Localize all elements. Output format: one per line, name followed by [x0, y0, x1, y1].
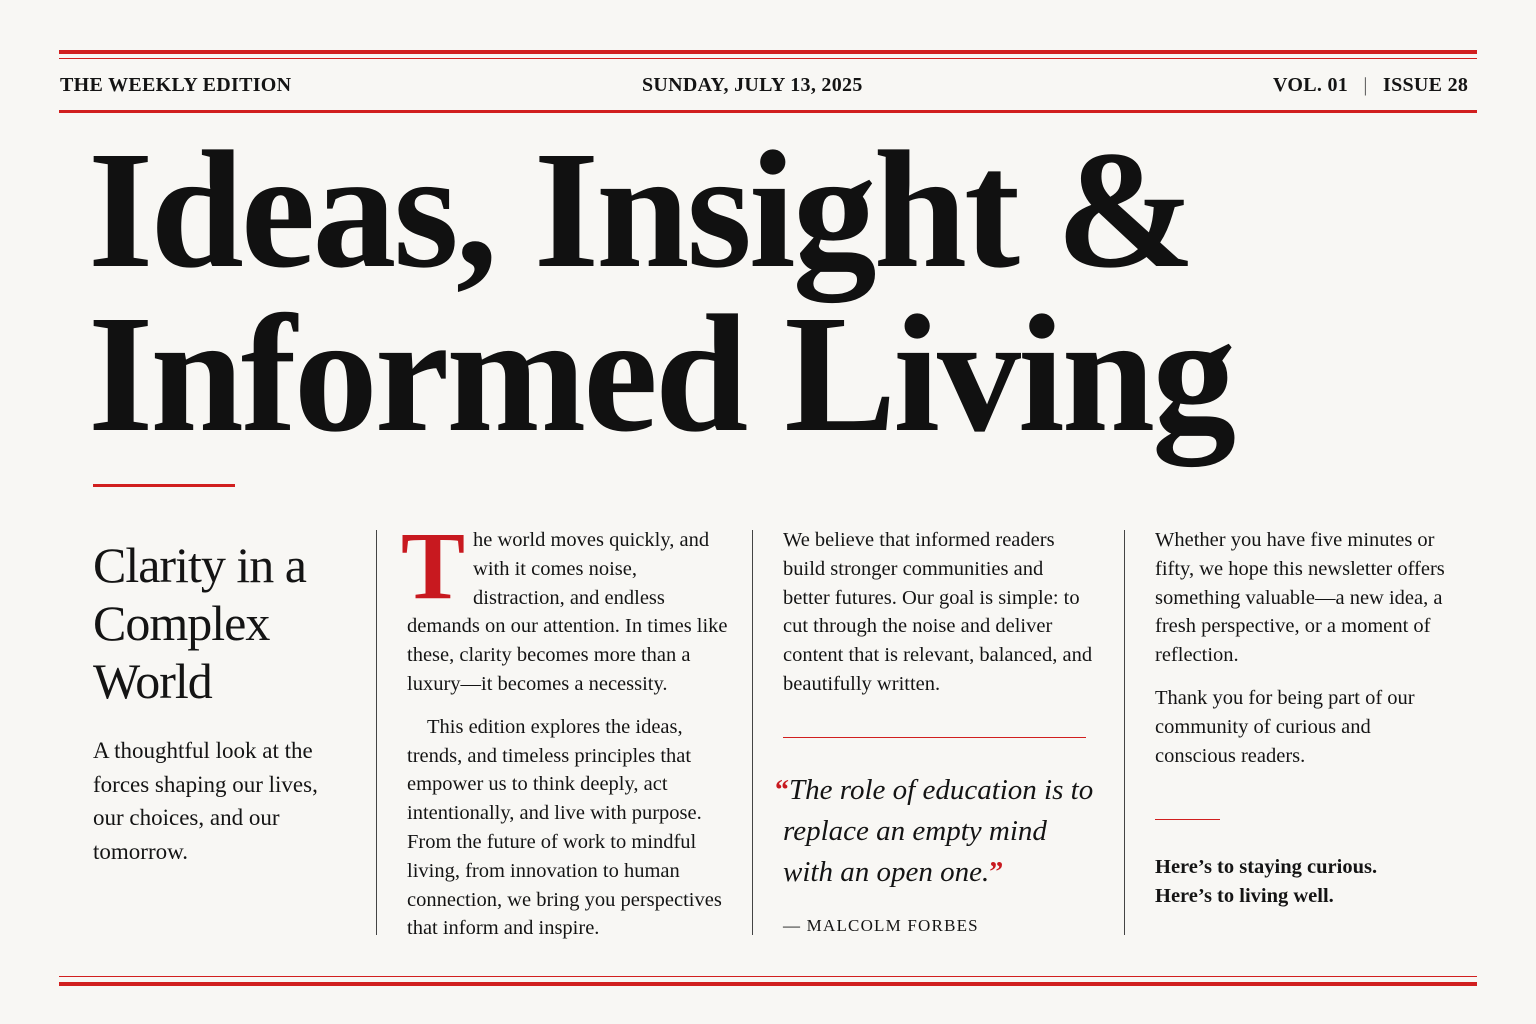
headline-line-2: Informed Living	[88, 281, 1234, 467]
volume-separator: |	[1363, 74, 1368, 96]
column3-paragraph-2: Thank you for being part of our community of curious and conscious readers.	[1155, 686, 1415, 767]
column1-paragraph-1-text: he world moves quickly, and with it comes noise, distraction, and endless demands on our attention. In times like these, clarity becomes more than a luxury—it becomes a necessity.	[407, 529, 728, 695]
volume-number: VOL. 01	[1273, 74, 1349, 96]
quote-attribution: — MALCOLM FORBES	[783, 916, 979, 935]
issue-number: ISSUE 28	[1382, 74, 1469, 96]
masthead-bottom-rule	[59, 110, 1477, 113]
edition-name: THE WEEKLY EDITION	[60, 74, 292, 96]
headline-line-1: Ideas, Insight &	[88, 117, 1193, 303]
closing-accent-rule	[1155, 819, 1220, 820]
column-divider-2	[752, 530, 753, 935]
headline-accent-rule	[93, 484, 235, 487]
pull-quote-text: The role of education is to replace an empty mind with an open one.	[783, 774, 1094, 888]
top-rule-thin	[59, 58, 1477, 59]
closing-sign-off	[1155, 853, 1377, 911]
column2-paragraph-1: We believe that informed readers build stronger communities and better futures. Our goal is simple: to cut through the noise and deliver content that is relevant, balanced, and beautifully written.	[783, 529, 1093, 695]
drop-cap: T	[401, 512, 466, 619]
close-quote-icon: ”	[989, 857, 1004, 888]
column-divider-1	[376, 530, 377, 935]
column1-paragraph-2: This edition explores the ideas, trends, and timeless principles that empower us to think deeply, act intentionally, and live with purpose. From the future of work to mindful living, from innovation to human connection, we bring you perspectives that inform and inspire.	[407, 715, 722, 940]
bottom-rule-thick	[59, 982, 1477, 986]
top-rule-thick	[59, 50, 1477, 54]
column-divider-3	[1124, 530, 1125, 935]
column3-paragraph-1: Whether you have five minutes or fifty, we hope this newsletter offers something valuable—a new idea, a fresh perspective, or a moment of reflection.	[1155, 529, 1445, 667]
pull-quote	[775, 770, 1103, 893]
article-column-3	[1155, 526, 1445, 770]
subheading-line-2: Complex	[93, 595, 270, 651]
open-quote-icon: “	[775, 775, 789, 806]
subheading-line-3: World	[93, 653, 212, 709]
section-dek: A thoughtful look at the forces shaping our lives, our choices, and our tomorrow.	[93, 738, 318, 864]
section-subheading	[93, 536, 353, 710]
closing-line-2: Here’s to living well.	[1155, 885, 1334, 907]
article-column-2	[783, 526, 1093, 699]
subheading-line-1: Clarity in a	[93, 537, 306, 593]
volume-issue	[1273, 72, 1468, 98]
headline	[88, 117, 1234, 467]
bottom-rule-thin	[59, 976, 1477, 977]
closing-line-1: Here’s to staying curious.	[1155, 856, 1378, 878]
column1-paragraph-1	[401, 512, 729, 699]
article-column-1	[401, 512, 729, 943]
issue-date: SUNDAY, JULY 13, 2025	[642, 74, 863, 96]
quote-divider-rule	[783, 737, 1086, 738]
